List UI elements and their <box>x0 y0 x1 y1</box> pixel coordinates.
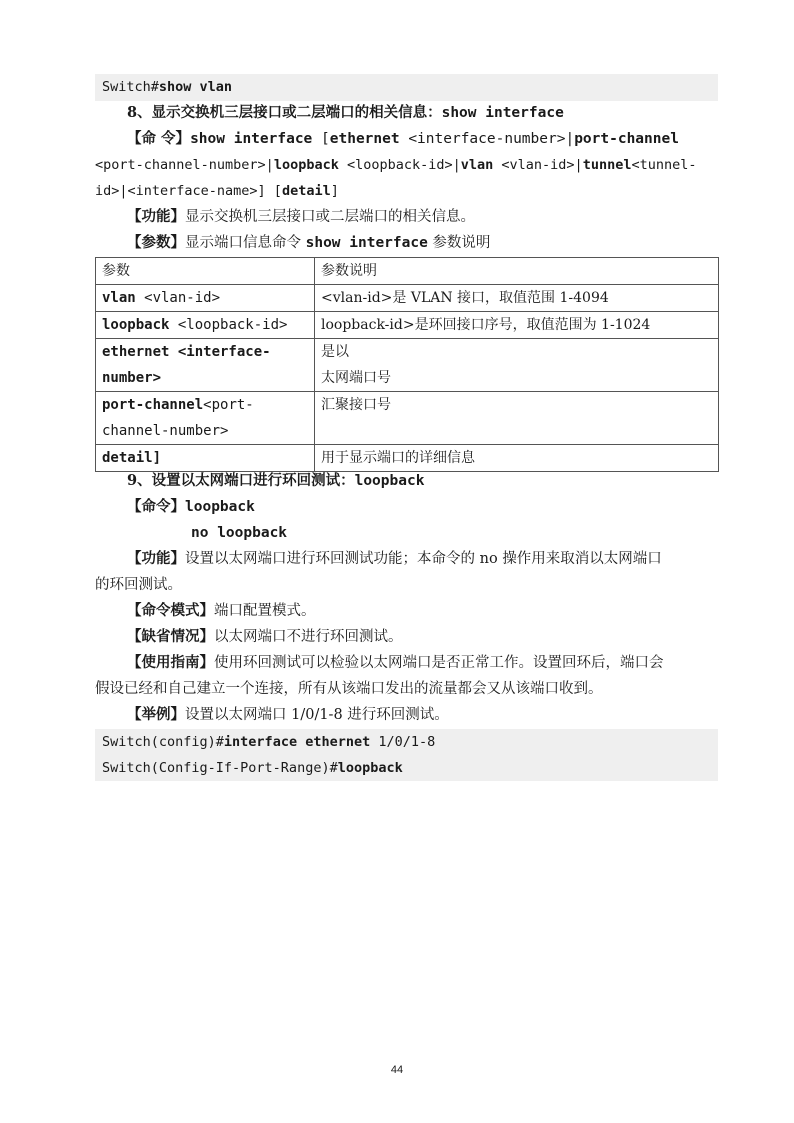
table-row <box>96 285 719 312</box>
section-8-function: 【功能】显示交换机三层接口或二层端口的相关信息。 <box>127 208 475 225</box>
section-9-function-line-1: 【功能】设置以太网端口进行环回测试功能；本命令的 no 操作用来取消以太网端口 <box>127 550 662 567</box>
code-block-loopback-example <box>95 729 718 781</box>
section-8-command-line-1: 【命 令】show interface [ethernet <interface-number>|port-channel <box>127 130 679 147</box>
table-cell-desc: loopback-id>是环回接口序号，取值范围为 1-1024 <box>315 312 719 339</box>
code-command: show vlan <box>158 79 233 95</box>
code-line: Switch(Config-If-Port-Range)#loopback <box>102 760 403 776</box>
section-9-default: 【缺省情况】以太网端口不进行环回测试。 <box>127 628 403 645</box>
table-cell-param: detail] <box>96 445 315 472</box>
table-cell-param: loopback <loopback-id> <box>96 312 315 339</box>
table-cell-desc: <vlan-id>是 VLAN 接口，取值范围 1-4094 <box>315 285 719 312</box>
section-9-command: 【命令】loopback <box>127 498 255 515</box>
code-prompt: Switch# <box>102 79 159 95</box>
section-9-heading: 9、设置以太网端口进行环回测试：loopback <box>127 472 425 489</box>
table-cell-desc: 是以 太网端口号 <box>315 339 719 392</box>
table-cell-param: ethernet <interface- number> <box>96 339 315 392</box>
table-cell-desc: 用于显示端口的详细信息 <box>315 445 719 472</box>
table-header-cell: 参数 <box>96 258 315 285</box>
section-8-command-line-2: <port-channel-number>|loopback <loopback-id>|vlan <vlan-id>|tunnel<tunnel- <box>95 157 697 173</box>
table-cell-param: port-channel<port- channel-number> <box>96 392 315 445</box>
page-number: 44 <box>390 1064 404 1076</box>
section-9-guide-line-2: 假设已经和自己建立一个连接，所有从该端口发出的流量都会又从该端口收到。 <box>95 681 603 697</box>
parameter-table <box>95 257 719 472</box>
section-8-command-line-3: id>|<interface-name>] [detail] <box>95 183 339 199</box>
code-block-show-vlan <box>95 74 718 101</box>
section-9-example: 【举例】设置以太网端口 1/0/1-8 进行环回测试。 <box>127 706 449 723</box>
section-9-function-line-2: 的环回测试。 <box>95 577 182 593</box>
table-row <box>96 339 719 392</box>
section-9-command-no: no loopback <box>191 525 288 541</box>
table-header-row <box>96 258 719 285</box>
table-cell-param: vlan <vlan-id> <box>96 285 315 312</box>
table-cell-desc: 汇聚接口号 <box>315 392 719 445</box>
table-row <box>96 312 719 339</box>
section-8-heading: 8、显示交换机三层接口或二层端口的相关信息：show interface <box>127 104 564 121</box>
section-9-guide-line-1: 【使用指南】使用环回测试可以检验以太网端口是否正常工作。设置回环后，端口会 <box>127 654 664 671</box>
section-8-parameter-intro: 【参数】显示端口信息命令 show interface 参数说明 <box>127 234 491 251</box>
table-row <box>96 392 719 445</box>
table-header-cell: 参数说明 <box>315 258 719 285</box>
section-9-mode: 【命令模式】端口配置模式。 <box>127 602 316 619</box>
code-line: Switch(config)#interface ethernet 1/0/1-8 <box>102 734 436 750</box>
